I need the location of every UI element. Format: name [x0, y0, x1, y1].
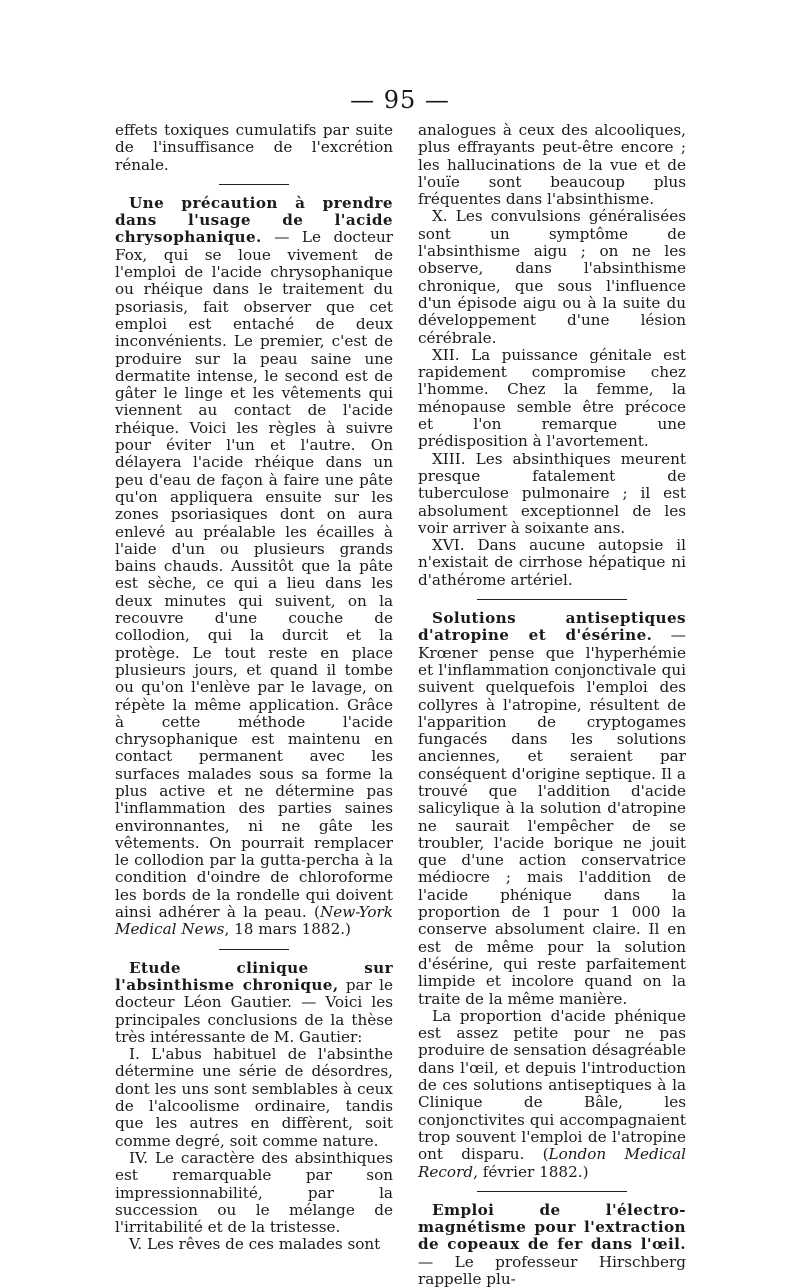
conclusion-item: V. Les rêves de ces malades sont — [129, 1235, 381, 1254]
article-heading: Une précaution à prendre dans l'usage de l'acide chrysophanique. — [115, 193, 393, 247]
conclusion-item: XVI. Dans aucune autopsie il n'existait de cirrhose hépatique ni d'athérome artériel. — [418, 536, 686, 589]
article-heading: Solutions antiseptiques d'atropine et d'ésérine. — [418, 609, 686, 645]
article-date: , février 1882.) — [473, 1162, 589, 1181]
article-body: — Le docteur Fox, qui se loue vivement de l'emploi de l'acide chrysophanique ou rhéique dans le traitement du psoriasis, fait observer que cet emploi est entaché de deux inconvénients. Le premier, c'est de produire sur la peau saine une dermatite intense, le second est de gâter le linge et les vêtements qui viennent au contact de l'acide rhéique. Voici les règles à suivre pour éviter l'un et l'autre. On délayera l'acide rhéique dans un peu d'eau de façon à faire une pâte qu'on appliquera ensuite sur les zones psoriasiques dont on aura enlevé au préalable les écailles à l'aide d'un ou plusieurs grands bains chauds. Aussitôt que la pâte est sèche, ce qui a lieu dans les deux minutes qui suivent, on la recouvre d'une couche de collodion, qui la durcit et la protège. Le tout reste en place plusieurs jours, et quand il tombe ou qu'on l'enlève par le lavage, on répète la même application. Grâce à cette méthode l'acide chrysophanique est maintenu en contact permanent avec les surfaces malades sous sa forme la plus active et ne détermine pas l'inflammation des parties saines environnantes, ni ne gâte les vêtements. On pourrait remplacer le collodion par la gutta-percha à la condition d'oindre de chloroforme les bords de la rondelle qui doivent ainsi adhérer à la peau. ( — [115, 228, 393, 922]
conclusion-item: I. L'abus habituel de l'absinthe détermine une série de désordres, dont les uns sont semblables à ceux de l'alcoolisme ordinaire, tandis que les autres en diffèrent, soit comme degré, soit comme nature. — [115, 1045, 393, 1150]
section-divider — [477, 599, 627, 600]
page-number: — 95 — — [350, 86, 450, 114]
article-electro-magnetism — [418, 1202, 686, 1288]
article-body: — Krœner pense que l'hyperhémie et l'inflammation conjonctivale qui suivent quelquefois l'emploi des collyres à l'atropine, résultent de l'apparition de cryptogames fungacés dans les solutions anciennes, et seraient par conséquent d'origine septique. Il a trouvé que l'addition d'acide salicylique à la solution d'atropine ne saurait l'empêcher de se troubler, l'acide borique ne jouit que d'une action conservatrice médiocre ; mais l'addition de l'acide phénique dans la proportion de 1 pour 1 000 la conserve absolument claire. Il en est de même pour la solution d'ésérine, qui reste parfaitement limpide et incolore quand on la traite de la même manière. — [418, 626, 686, 1008]
left-continuation: effets toxiques cumulatifs par suite de l'insuffisance de l'excrétion rénale. — [115, 121, 393, 174]
article-body: — Le professeur Hirschberg rappelle plu- — [418, 1252, 686, 1288]
right-column — [418, 122, 686, 1288]
left-column — [115, 122, 393, 1254]
article-heading: Etude clinique sur l'absinthisme chronique, — [115, 958, 393, 994]
article-source: New-York Medical News — [115, 903, 393, 939]
section-divider — [477, 1191, 627, 1192]
article-date: , 18 mars 1882.) — [224, 920, 351, 939]
conclusion-item: IV. Le caractère des absinthiques est remarquable par son impressionnabilité, par la succession ou le mélange de l'irritabilité et de la tristesse. — [115, 1148, 393, 1237]
conclusion-item: X. Les convulsions généralisées sont un symptôme de l'absinthisme aigu ; on ne les observe, dans l'absinthisme chronique, que sous l'influence d'un épisode aigu ou à la suite du développement d'une lésion cérébrale. — [418, 207, 686, 347]
article-antiseptic-solutions — [418, 610, 686, 1008]
article-chrysophanic — [115, 195, 393, 939]
article-source: London Medical Record — [418, 1145, 686, 1181]
article-absinthisme — [115, 960, 393, 1046]
conclusion-item: XII. La puissance génitale est rapidement compromise chez l'homme. Chez la femme, la ménopause semble être précoce et l'on remarque une prédisposition à l'avortement. — [418, 345, 686, 451]
article-body: La proportion d'acide phénique est assez petite pour ne pas produire de sensation désagréable dans l'œil, et depuis l'introduction de ces solutions antiseptiques à la Clinique de Bâle, les conjonctivites qui accompagnaient trop souvent l'emploi de l'atropine ont disparu. ( — [418, 1006, 686, 1164]
article-heading: Emploi de l'électro-magnétisme pour l'extraction de copeaux de fer dans l'œil. — [418, 1200, 686, 1254]
article-body: par le docteur Léon Gautier. — Voici les principales conclusions de la thèse très intéressante de M. Gautier: — [115, 975, 393, 1046]
article-paragraph — [418, 1008, 686, 1181]
right-continuation: analogues à ceux des alcooliques, plus effrayants peut-être encore ; les hallucinations de la vue et de l'ouïe sont beaucoup plus fréquentes dans l'absinthisme. — [418, 121, 686, 209]
section-divider — [219, 184, 289, 185]
conclusion-item: XIII. Les absinthiques meurent presque fatalement de tuberculose pulmonaire ; il est absolument exceptionnel de les voir arriver à soixante ans. — [418, 449, 686, 537]
section-divider — [219, 949, 289, 950]
